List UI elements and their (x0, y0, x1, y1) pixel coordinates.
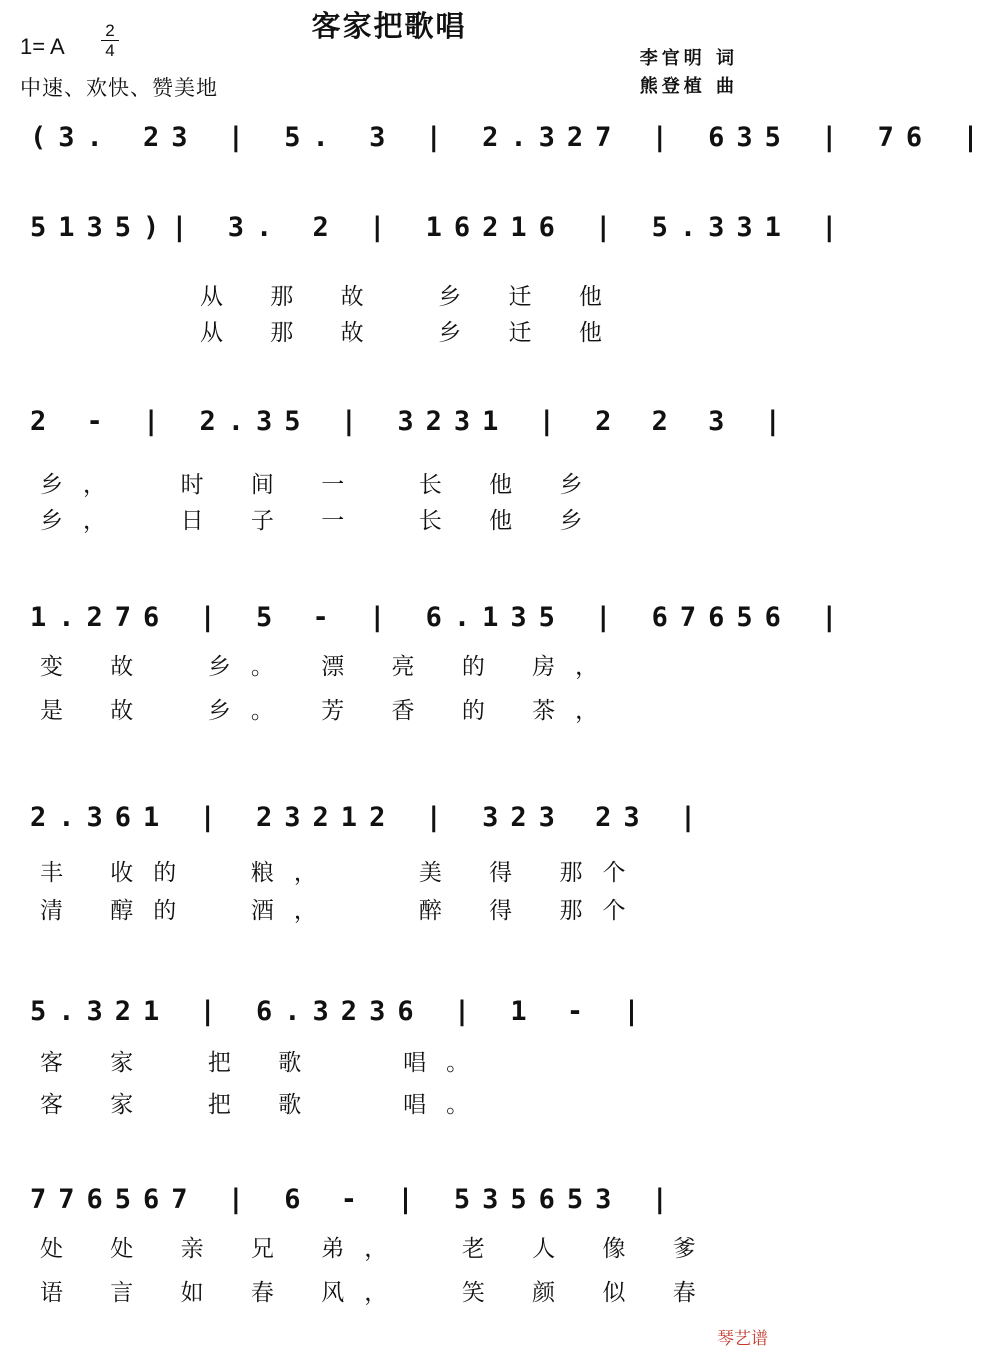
time-signature (99, 22, 121, 59)
watermark-logo: 琴艺谱 (717, 1329, 768, 1349)
lyrics-verse-1: 从 那 故 乡 迁 他 (200, 284, 622, 310)
notes-line: (3. 23 | 5. 3 | 2.327 | 635 | 76 | (30, 122, 991, 153)
lyrics-verse-1: 变 故 乡。 漂 亮 的 房， (40, 654, 619, 680)
tempo-marking: 中速、欢快、赞美地 (20, 76, 218, 100)
lyrics-verse-2: 是 故 乡。 芳 香 的 茶， (40, 698, 619, 724)
lyrics-verse-1: 客 家 把 歌 唱。 (40, 1050, 490, 1076)
lyrics-verse-1: 丰 收的 粮， 美 得 那个 (40, 860, 646, 886)
time-denominator: 4 (105, 41, 115, 60)
lyricist-credit: 李官明 词 (639, 48, 738, 69)
notes-line: 776567 | 6 - | 535653 | (30, 1184, 680, 1215)
time-numerator: 2 (105, 21, 115, 40)
notes-line: 2 - | 2.35 | 3231 | 2 2 3 | (30, 406, 793, 437)
notes-line: 2.361 | 23212 | 323 23 | (30, 802, 709, 833)
notes-line: 1.276 | 5 - | 6.135 | 67656 | (30, 602, 850, 633)
notes-line: 5.321 | 6.3236 | 1 - | (30, 996, 652, 1027)
lyrics-verse-2: 客 家 把 歌 唱。 (40, 1092, 490, 1118)
notes-line: 5135)| 3. 2 | 16216 | 5.331 | (30, 212, 850, 243)
lyrics-verse-2: 从 那 故 乡 迁 他 (200, 320, 622, 346)
composer-credit: 熊登植 曲 (639, 76, 738, 97)
lyrics-verse-1: 乡， 时 间 一 长 他 乡 (40, 472, 603, 498)
key-signature: 1= A (20, 34, 65, 59)
lyrics-verse-2: 清 醇的 酒， 醉 得 那个 (40, 898, 646, 924)
lyrics-verse-2: 语 言 如 春 风， 笑 颜 似 春 (40, 1280, 716, 1306)
lyrics-verse-2: 乡， 日 子 一 长 他 乡 (40, 508, 603, 534)
lyrics-verse-1: 处 处 亲 兄 弟， 老 人 像 爹 (40, 1236, 716, 1262)
song-title: 客家把歌唱 (311, 9, 467, 43)
